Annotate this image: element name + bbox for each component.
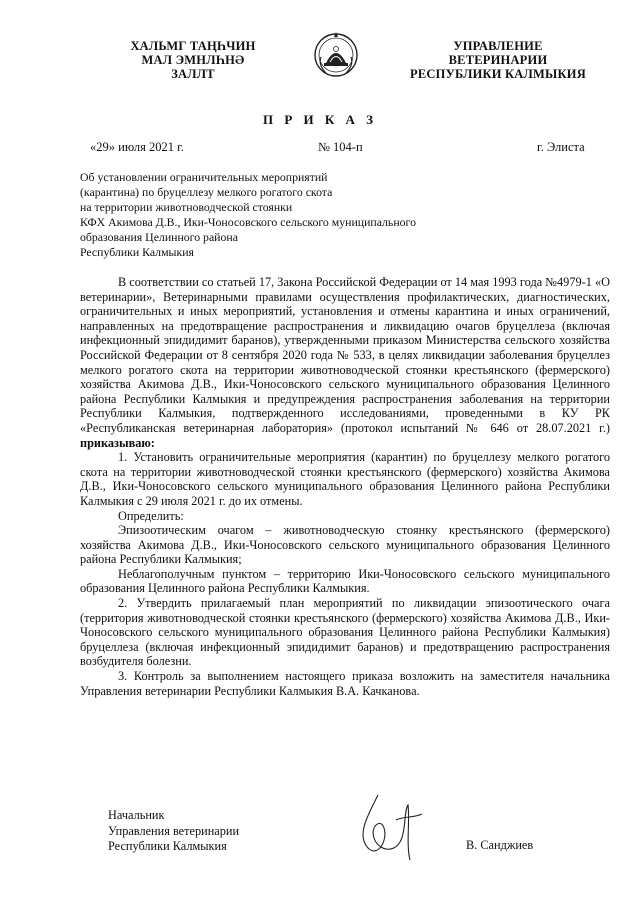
order-subject — [80, 170, 460, 260]
position-line: Республики Калмыкия — [108, 839, 227, 853]
subject-line: на территории животноводческой стоянки — [80, 200, 293, 214]
coat-of-arms-icon — [312, 27, 360, 83]
header-left-line: ХАЛЬМГ ТАҢҺЧИН — [130, 39, 256, 53]
item-2-paragraph: 2. Утвердить прилагаемый план мероприятий по ликвидации эпизоотического очага (территория животноводческой стоянки крестьянского (фермерского) хозяйства Акимова Д.В., Ики-Чоносовского сельского муниципального образования Целинного района Республики Калмыкия) бруцеллеза (включая инфекционный эпидидимит баранов) и предотвращению распространения возбудителя болезни. — [80, 596, 610, 669]
header-right-line: ВЕТЕРИНАРИИ — [448, 53, 548, 67]
subject-line: (карантина) по бруцеллезу мелкого рогатого скота — [80, 185, 333, 199]
header-right-russian — [398, 39, 598, 81]
header-left-kalmyk — [108, 39, 278, 81]
header-right-line: УПРАВЛЕНИЕ — [453, 39, 543, 53]
signatory-name: В. Санджиев — [466, 838, 534, 852]
subject-line: Республики Калмыкия — [80, 245, 194, 259]
unfavorable-point-paragraph: Неблагополучным пунктом – территорию Ики-Чоносовского сельского муниципального образования Целинного района Республики Калмыкия. — [80, 566, 610, 596]
subject-line: Об установлении ограничительных мероприятий — [80, 170, 328, 184]
subject-line: образования Целинного района — [80, 230, 238, 244]
header-left-line: МАЛ ЭМНЛҺНӘ — [141, 53, 245, 67]
subject-line: КФХ Акимова Д.В., Ики-Чоносовского сельского муниципального — [80, 215, 416, 229]
order-number: № 104-п — [318, 140, 363, 154]
define-paragraph: Определить: — [118, 508, 184, 523]
position-line: Начальник — [108, 808, 165, 822]
item-1-paragraph: 1. Установить ограничительные мероприятия (карантин) по бруцеллезу мелкого рогатого скота на территории животноводческой стоянки крестьянского (фермерского) хозяйства Акимова Д.В., Ики-Чоносовского сельского муниципального образования Целинного района Республики Калмыкия с 29 июля 2021 г. до их отмены. — [80, 450, 610, 508]
preamble-text: В соответствии со статьей 17, Закона Российской Федерации от 14 мая 1993 года №4979-1 «О ветеринарии», Ветеринарными правилами осуществления профилактических, диагностических, ограничительных и иных мероприятий, установления и отмены карантина и иных ограничений, направленных на предотвращение распространения и ликвидацию очагов бруцеллеза (включая инфекционный эпидидимит баранов), утвержденными приказом Министерства сельского хозяйства Российской Федерации от 8 сентября 2020 года № 533, в целях ликвидации заболевания бруцеллез мелкого рогатого скота на территории животноводческой стоянки крестьянского (фермерского) хозяйства Акимова Д.В., Ики-Чоносовского сельского муниципального образования Целинного района Республики Калмыкия и предупреждения распространения заболевания на территории Республики Калмыкия, подтвержденного исследованиями, проведенными в КУ РК «Республиканская ветеринарная лаборатория» (протокол испытаний № 646 от 28.07.2021 г.) — [80, 275, 610, 435]
order-verb: приказываю: — [80, 435, 155, 450]
preamble-paragraph — [80, 275, 610, 450]
focus-paragraph: Эпизоотическим очагом – животноводческую стоянку крестьянского (фермерского) хозяйства Акимова Д.В., Ики-Чоносовского сельского муниципального образования Целинного района Республики Калмыкия; — [80, 523, 610, 567]
handwritten-signature — [348, 790, 448, 865]
item-3-paragraph: 3. Контроль за выполнением настоящего приказа возложить на заместителя начальника Управления ветеринарии Республики Калмыкия В.А. Качканова. — [80, 669, 610, 698]
order-body — [80, 275, 610, 698]
signatory-position — [108, 808, 308, 855]
header-right-line: РЕСПУБЛИКИ КАЛМЫКИЯ — [410, 67, 586, 81]
document-title: П Р И К А З — [262, 112, 378, 127]
position-line: Управления ветеринарии — [108, 823, 240, 838]
header-left-line: ЗАЛЛТ — [171, 67, 215, 81]
order-date: «29» июля 2021 г. — [90, 140, 184, 154]
order-city: г. Элиста — [537, 140, 585, 154]
